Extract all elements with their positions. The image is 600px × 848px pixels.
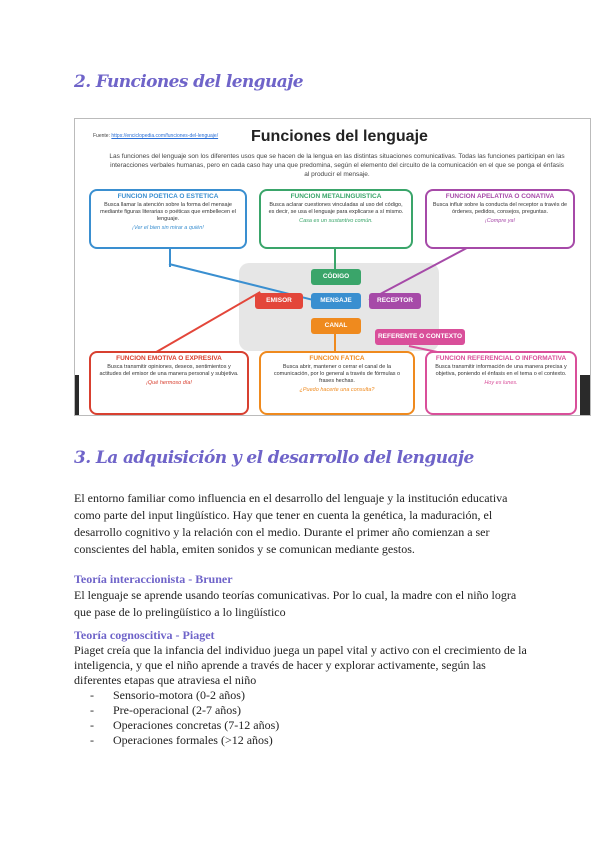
card-title: FUNCIÓN FÁTICA xyxy=(309,355,365,362)
section-2-title: 2. Funciones del lenguaje xyxy=(74,72,303,92)
card-body: Busca transmitir información de una manera precisa y objetiva, poniendo el énfasis en el tema o el contexto. xyxy=(435,364,567,377)
source-label: Fuente: xyxy=(93,133,110,139)
card-body: Busca llamar la atención sobre la forma del mensaje mediante figuras literarias o poéticas que embellecen el lenguaje. xyxy=(100,202,236,222)
stage-label: Operaciones formales (>12 años) xyxy=(113,733,273,747)
card-example: ¡Ver el bien sin mirar a quién! xyxy=(132,225,204,231)
list-dash: - xyxy=(90,688,94,702)
pill-canal: CANAL xyxy=(311,318,361,334)
card-title: FUNCIÓN REFERENCIAL O INFORMATIVA xyxy=(435,355,567,362)
section-3-title: 3. La adquisición y el desarrollo del lenguaje xyxy=(74,448,474,468)
intro-paragraph: El entorno familiar como influencia en el desarrollo del lenguaje y la institución educativa como parte del input lingüístico. Hay que tener en cuenta la genética, la maduración, el desarrollo cognitivo y la relación con el medio. Durante el primer año comienzan a ser conscientes del habla, emiten sonidos y se comunican mediante gestos. xyxy=(74,491,508,556)
pill-mensaje: MENSAJE xyxy=(311,293,361,309)
card-example: ¡Compre ya! xyxy=(484,218,516,224)
infographic-title: Funciones del lenguaje xyxy=(251,128,428,145)
piaget-paragraph: Piaget creía que la infancia del individuo juega un papel vital y activo con el crecimiento de la inteligencia, y que el niño aprende a través de hacer y explorar activamente, según las diferentes etapas que atraviesa el niño xyxy=(74,643,527,687)
card-appellative-function xyxy=(425,189,575,249)
stage-label: Sensorio-motora (0-2 años) xyxy=(113,688,245,702)
stage-label: Operaciones concretas (7-12 años) xyxy=(113,718,280,732)
card-title: FUNCIÓN EMOTIVA O EXPRESIVA xyxy=(116,355,222,362)
piaget-heading: Teoría cognoscitiva - Piaget xyxy=(74,628,215,642)
list-item xyxy=(90,733,279,748)
card-phatic-function xyxy=(259,351,415,415)
card-body: Busca aclarar cuestiones vinculadas al uso del código, es decir, se usa el lenguaje para explicarse a sí mismo. xyxy=(268,202,404,215)
card-referential-function xyxy=(425,351,577,415)
card-example: Hoy es lunes. xyxy=(484,380,518,386)
pill-emisor: EMISOR xyxy=(255,293,303,309)
card-body: Busca transmitir opiniones, deseos, sentimientos y actitudes del emisor de una manera personal y subjetiva. xyxy=(99,364,239,377)
card-body: Busca abrir, mantener o cerrar el canal de la comunicación, por lo general a través de fórmulas o frases hechas. xyxy=(273,364,401,384)
card-title: FUNCIÓN METALINGÜÍSTICA xyxy=(290,193,382,200)
card-metalinguistic-function xyxy=(259,189,413,249)
source-link[interactable]: https://enciclopedia.com/funciones-del-lenguaje/ xyxy=(111,133,219,139)
list-item xyxy=(90,718,279,733)
card-example: ¿Puedo hacerte una consulta? xyxy=(299,387,375,393)
list-dash: - xyxy=(90,703,94,717)
pill-receptor: RECEPTOR xyxy=(369,293,421,309)
stage-label: Pre-operacional (2-7 años) xyxy=(113,703,241,717)
bruner-heading: Teoría interaccionista - Bruner xyxy=(74,572,233,586)
source-line xyxy=(93,133,218,139)
list-dash: - xyxy=(90,718,94,732)
bruner-paragraph: El lenguaje se aprende usando teorías comunicativas. Por lo cual, la madre con el niño logra que pase de lo prelingüístico a lo lingüístico xyxy=(74,588,517,619)
pill-codigo: CÓDIGO xyxy=(311,269,361,285)
list-item xyxy=(90,703,279,718)
card-body: Busca influir sobre la conducta del receptor a través de órdenes, pedidos, consejos, preguntas. xyxy=(432,202,568,215)
list-item xyxy=(90,688,279,703)
functions-infographic xyxy=(74,118,591,416)
card-title: FUNCIÓN APELATIVA O CONATIVA xyxy=(445,193,555,200)
card-example: ¡Qué hermoso día! xyxy=(146,380,192,386)
card-emotive-function xyxy=(89,351,249,415)
list-dash: - xyxy=(90,733,94,747)
card-title: FUNCIÓN POÉTICA O ESTÉTICA xyxy=(117,193,219,200)
piaget-stages-list xyxy=(90,688,279,748)
card-poetic-function xyxy=(89,189,247,249)
infographic-intro: Las funciones del lenguaje son los diferentes usos que se hacen de la lengua en las distintas situaciones comunicativas. Todas las funciones participan en las interacciones verbales humanas, pero en cada caso hay una que predomina, según el elemento del circuito de la comunicación en el que se ponga el énfasis al producir el mensaje. xyxy=(109,153,565,178)
card-example: Casa es un sustantivo común. xyxy=(299,218,373,224)
pill-referente: REFERENTE O CONTEXTO xyxy=(375,329,465,345)
